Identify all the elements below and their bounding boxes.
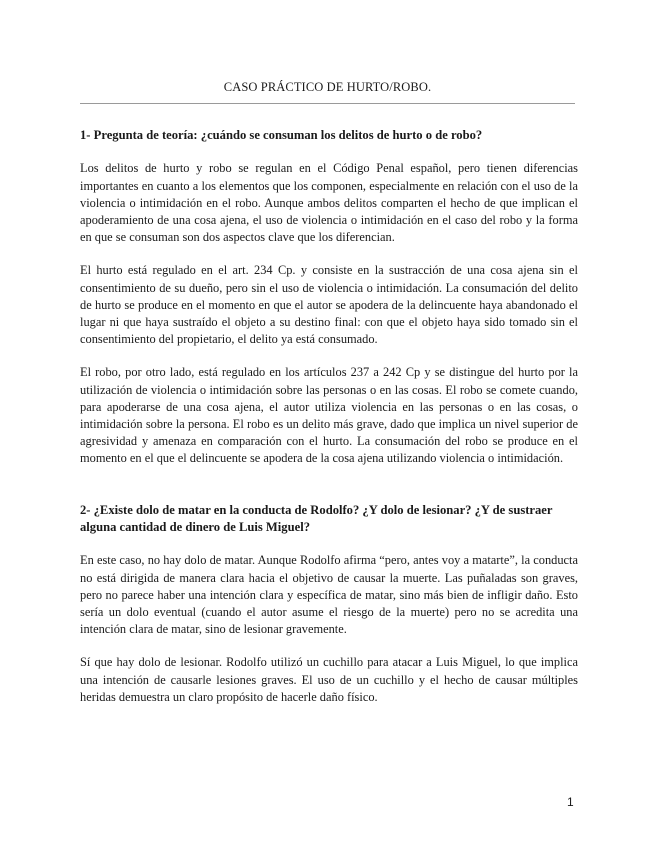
paragraph: Sí que hay dolo de lesionar. Rodolfo utilizó un cuchillo para atacar a Luis Miguel, lo que implica una intención de causarle lesiones graves. El uso de un cuchillo y el hecho de causar múltiples heridas demuestra un claro propósito de hacerle daño físico. — [80, 655, 578, 704]
paragraph: En este caso, no hay dolo de matar. Aunque Rodolfo afirma “pero, antes voy a matarte”, la conducta no está dirigida de manera clara hacia el objetivo de causar la muerte. Las puñaladas son graves, pero no parece haber una intención clara y específica de matar, sino más bien de infligir daño. Esto sería un dolo eventual (cuando el autor asume el riesgo de la muerte) pero no se acredita una intención clara de matar, sino de lesionar gravemente. — [80, 553, 578, 637]
document-body — [80, 127, 578, 706]
page-number: 1 — [567, 795, 574, 809]
section-1 — [80, 127, 578, 468]
paragraph: El robo, por otro lado, está regulado en los artículos 237 a 242 Cp y se distingue del hurto por la utilización de violencia o intimidación sobre las personas o en las cosas. El robo se comete cuando, para apoderarse de una cosa ajena, el autor utiliza violencia en las personas o en las cosas, o intimidación sobre la persona. El robo es un delito más grave, dado que implica un nivel superior de agresividad y amenaza en comparación con el hurto. La consumación del robo se produce en el momento en el que el delincuente se apodera de la cosa ajena utilizando violencia o intimidación. — [80, 365, 578, 466]
paragraph: Los delitos de hurto y robo se regulan en el Código Penal español, pero tienen diferencias importantes en cuanto a los elementos que los componen, especialmente en relación con el uso de la violencia o intimidación en el robo. Aunque ambos delitos comparten el hecho de que implican el apoderamiento de una cosa ajena, el uso de violencia o intimidación en el caso del robo y la forma en que se consuman son dos aspectos clave que los diferencian. — [80, 161, 578, 245]
section-2 — [80, 502, 578, 706]
section-heading: 1- Pregunta de teoría: ¿cuándo se consuman los delitos de hurto o de robo? — [80, 128, 483, 142]
section-heading: 2- ¿Existe dolo de matar en la conducta de Rodolfo? ¿Y dolo de lesionar? ¿Y de sustraer alguna cantidad de dinero de Luis Miguel? — [80, 502, 553, 535]
title-divider — [80, 103, 575, 104]
document-title: CASO PRÁCTICO DE HURTO/ROBO. — [223, 80, 432, 94]
paragraph: El hurto está regulado en el art. 234 Cp. y consiste en la sustracción de una cosa ajena sin el consentimiento de su dueño, pero sin el uso de violencia o intimidación. La consumación del delito de hurto se produce en el momento en que el autor se apodera de la delincuente haya abandonado el lugar ni que haya sustraído el objeto a su destino final: con que el objeto haya sido tomado sin el consentimiento del propietario, el delito ya está consumado. — [80, 263, 578, 347]
